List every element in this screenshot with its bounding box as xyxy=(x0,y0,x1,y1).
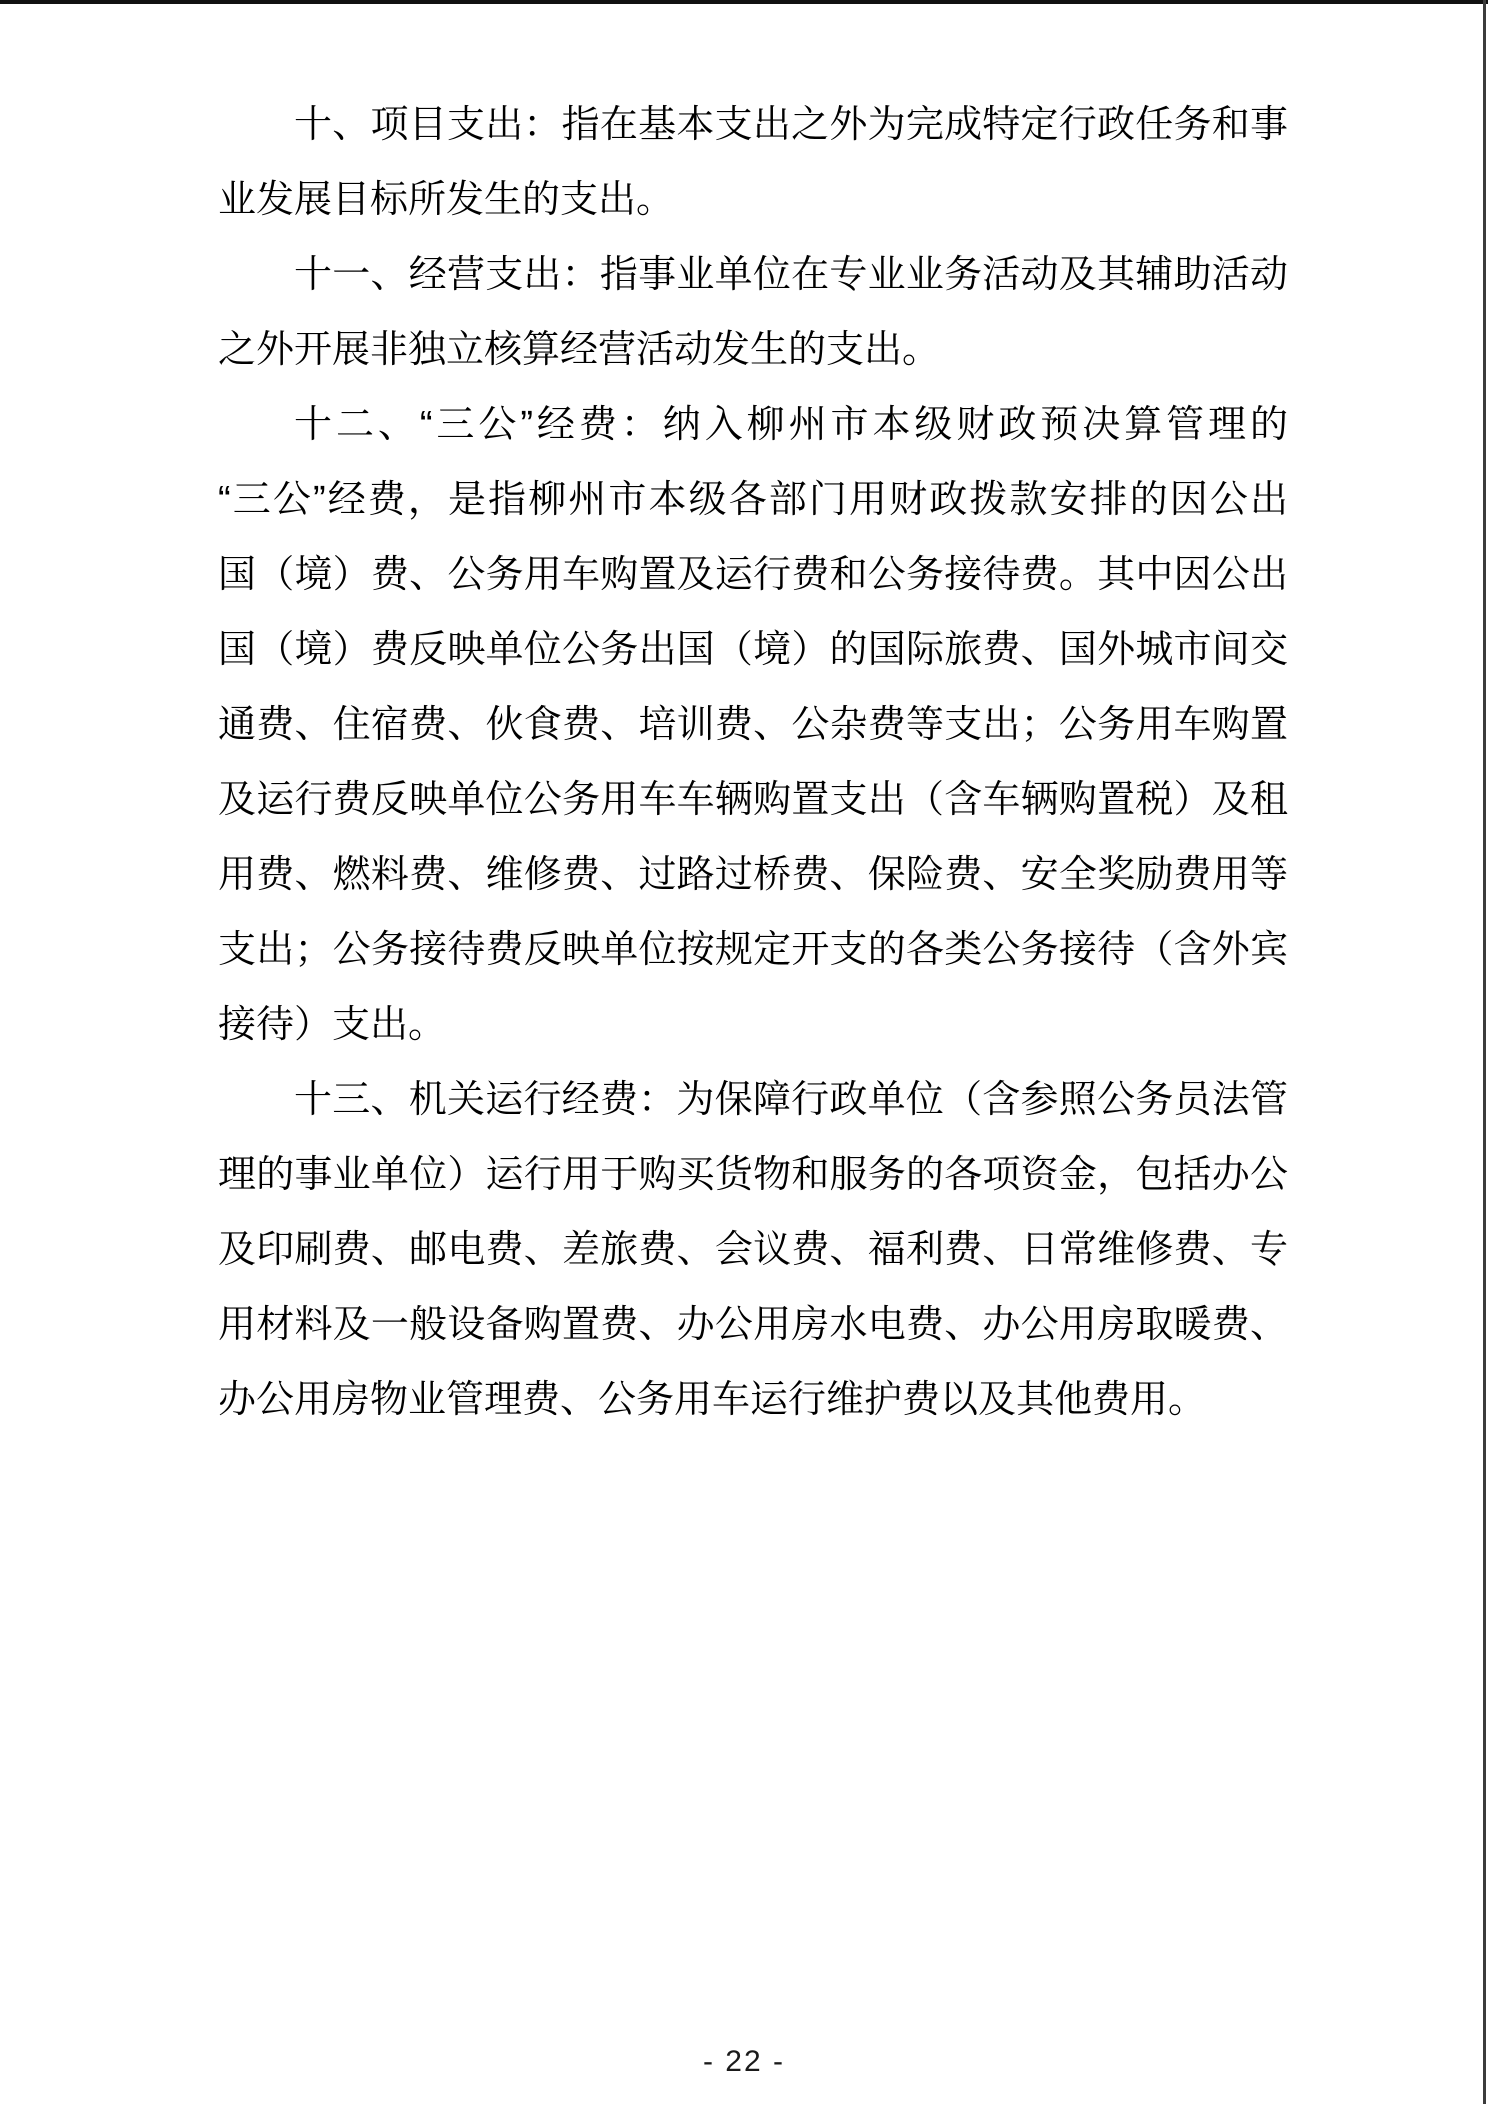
text-line: 通费、住宿费、伙食费、培训费、公杂费等支出；公务用车购置 xyxy=(218,704,1288,746)
text-line: 国（境）费、公务用车购置及运行费和公务接待费。其中因公出 xyxy=(218,554,1288,596)
right-border-rule xyxy=(1483,0,1486,2104)
text-line: 十三、机关运行经费：为保障行政单位（含参照公务员法管 xyxy=(294,1079,1288,1121)
text-line: 业发展目标所发生的支出。 xyxy=(218,179,675,221)
text-line: 及运行费反映单位公务用车车辆购置支出（含车辆购置税）及租 xyxy=(218,779,1288,821)
document-body xyxy=(218,88,1288,1438)
text-line: 国（境）费反映单位公务出国（境）的国际旅费、国外城市间交 xyxy=(218,629,1288,671)
text-line: 理的事业单位）运行用于购买货物和服务的各项资金，包括办公 xyxy=(218,1154,1288,1196)
text-line: 办公用房物业管理费、公务用车运行维护费以及其他费用。 xyxy=(218,1379,1207,1421)
text-line: 之外开展非独立核算经营活动发生的支出。 xyxy=(218,329,941,371)
text-line: 接待）支出。 xyxy=(218,1004,447,1046)
page-number: - 22 - xyxy=(702,2045,786,2078)
text-line: 支出；公务接待费反映单位按规定开支的各类公务接待（含外宾 xyxy=(218,929,1288,971)
text-line: 十一、经营支出：指事业单位在专业业务活动及其辅助活动 xyxy=(294,254,1288,296)
page-footer xyxy=(0,2046,1488,2078)
top-border-rule xyxy=(0,0,1488,4)
text-line: 十、项目支出：指在基本支出之外为完成特定行政任务和事 xyxy=(294,104,1288,146)
text-line: 十二、“三公”经费：纳入柳州市本级财政预决算管理的 xyxy=(294,404,1288,446)
text-line: “三公”经费，是指柳州市本级各部门用财政拨款安排的因公出 xyxy=(218,479,1288,521)
text-line: 用材料及一般设备购置费、办公用房水电费、办公用房取暖费、 xyxy=(218,1304,1288,1346)
text-line: 及印刷费、邮电费、差旅费、会议费、福利费、日常维修费、专 xyxy=(218,1229,1288,1271)
text-line: 用费、燃料费、维修费、过路过桥费、保险费、安全奖励费用等 xyxy=(218,854,1288,896)
